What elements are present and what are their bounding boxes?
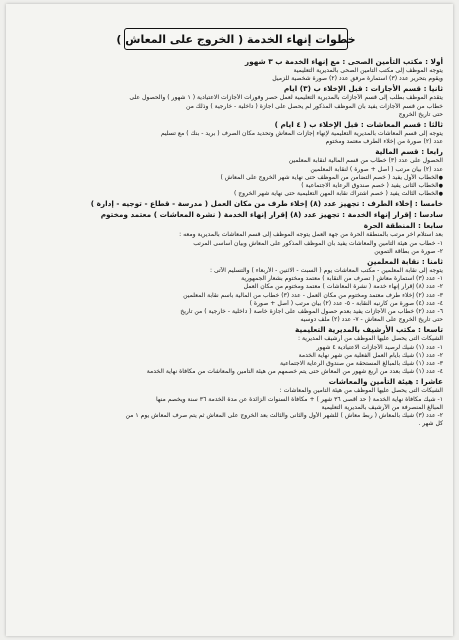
body-line: بعد استلام آخر مرتب بالمنطقة الحرة من جهة العمل يتوجه الموظف إلى قسم المعاشات بالمديرية ومعه : bbox=[179, 231, 443, 239]
body-line: ٢- صورة من بطاقة التموين bbox=[374, 247, 443, 255]
body-line: ٢- عدد (٨) إقرار إنهاء خدمة ( نشرة المعاشات ) معتمد ومختوم من مكان العمل bbox=[243, 283, 443, 291]
title-box bbox=[116, 28, 356, 50]
document-page bbox=[6, 4, 453, 636]
body-line: عدد (٢) بيان مرتب ( أصل + صورة ) لنقابة المعلمين bbox=[310, 165, 443, 173]
document-title: خطوات إنهاء الخدمة ( الخروج على المعاش ) bbox=[116, 32, 356, 46]
body-line: يتقدم الموظف بطلب إلى قسم الأجازات بالمديرية التعليمية لعمل حصر وفورات الأجازات الاعتيادية ( ١ شهور ) والحصول على bbox=[129, 94, 443, 102]
section-heading: أولا : مكتب التأمين الصحى : مع إنهاء الخدمة ب ٣ شهور bbox=[244, 57, 443, 66]
section-heading: خامسا : إخلاء الطرف : تجهيز عدد (٨) إخلاء طرف من مكان العمل ( مدرسة - قطاع - توجيه - إدارة ) bbox=[90, 199, 443, 209]
body-line: ٣- عدد (١) شيك بالمبالغ المستحقة من صندوق الرعاية الاجتماعية bbox=[280, 360, 443, 368]
section-heading: سادسا : إقرار إنهاء الخدمة : تجهيز عدد (٨) إقرار إنهاء الخدمة ( نشرة المعاشات ) معتمد ومختوم bbox=[100, 210, 443, 220]
body-line: ٣- عدد (٢) إخلاء طرف معتمد ومختوم من مكان العمل - عدد (٣) خطاب من المالية باسم نقابة المعلمين bbox=[183, 291, 443, 299]
body-line: الشيكات التى يحصل عليها الموظف من أرشيف المديرية : bbox=[298, 335, 443, 343]
section-heading: ثانيا : قسم الأجازات : قبل الإخلاء ب (٣) ايام bbox=[283, 84, 443, 94]
body-line: ● الخطاب الثالث يفيد ( خصم اشتراك نقابة المهن التعليمية حتى نهاية شهر الخروج ) bbox=[16, 190, 443, 198]
body-line: حتى تاريخ الخروج bbox=[398, 110, 443, 118]
section-heading: ثامنا : نقابة المعلمين bbox=[367, 257, 443, 267]
document-body bbox=[16, 56, 443, 634]
body-line: الحصول على عدد (٣) خطاب من قسم المالية لنقابة المعلمين bbox=[288, 157, 443, 165]
body-line: ١- عدد (٣) استمارة معاش ( تصرف من النقابة ) معتمد ومختوم بشعار الجمهورية bbox=[241, 275, 443, 283]
body-line: ٢- عدد (٣) شيك بالمعاش ( ربط معاش ) للشهر الأول والثانى والثالث بعد الخروج على المعاش ثم يتم صرف المعاش يوم ١ من bbox=[125, 412, 443, 420]
section-heading: عاشرا : هيئة التأمين والمعاشات bbox=[328, 377, 443, 387]
body-line: المبالغ المنصرفة من الأرشيف بالمديرية التعليمية bbox=[321, 403, 443, 411]
body-line: خطاب من قسم الأجازات يفيد بأن الموظف المذكور لم يحصل على اجازة ( داخلية - خارجية ) وذلك من bbox=[185, 102, 443, 110]
section-heading: سابعا : المنطقة الحرة bbox=[363, 221, 443, 231]
body-line: ١- عدد (١) شيك لرصيد الأجازات الاعتيادية ٤ شهور bbox=[316, 343, 443, 351]
body-line: ٦- عدد (٢) خطاب من الأجازات يفيد بعدم حصول الموظف على اجازة خاصة ( داخلية - خارجية ) من تاريخ bbox=[180, 308, 443, 316]
section-heading: ثالثا : قسم المعاشات : قبل الإخلاء ب ( ٤ ايام ) bbox=[274, 120, 443, 130]
body-line: ١- شيك مكافأة نهاية الخدمة ( حد أقصى ٣٦ شهر ) + مكافأة السنوات الزائدة عن مدة الخدمة ٣٦ سنة ويخصم منها bbox=[156, 395, 443, 403]
body-line: ٤- عدد (٤) صورة من كارنيه النقابة - ٥- عدد (٢) بيان مرتب ( أصل + صورة ) bbox=[249, 299, 443, 307]
body-line: يتوجه الموظف إلى مكتب التأمين الصحى بالمديرية التعليمية bbox=[293, 67, 443, 74]
body-line: ٤- عدد (١) شيك بعدد من أربع شهور من المعاش حتى يتم خصمهم من هيئة التأمين والمعاشات من مكافأة نهاية الخدمة bbox=[146, 368, 443, 376]
body-line: كل شهر . bbox=[418, 420, 443, 428]
body-line: ويقوم بتحرير عدد (٣) استمارة مرفق عدد (٢) صورة شخصية للزميل bbox=[272, 75, 443, 83]
body-line: يتوجه إلى قسم المعاشات بالمديرية التعليمية لإنهاء إجازات المعاش وتحديد مكان الصرف ( بريد - بنك ) مع تسليم bbox=[160, 130, 443, 138]
section-heading: تاسعا : مكتب الأرشيف بالمديرية التعليمية bbox=[295, 325, 443, 335]
body-line: ٢- عدد (١) شيك بأيام العمل الفعلية من شهر نهاية الخدمة bbox=[298, 351, 443, 359]
body-line: يتوجه إلى نقابة المعلمين - مكتب المعاشات يوم ( السبت - الاثنين - الأربعاء ) والتسليم الآتى : bbox=[209, 267, 443, 275]
section-heading: رابعا : قسم المالية bbox=[375, 147, 443, 157]
body-line: حتى تاريخ الخروج على المعاش - ٧- عدد (٢) ملف دوسيه bbox=[300, 316, 443, 324]
body-line: ١- خطاب من هيئة التأمين والمعاشات يفيد بأن الموظف المذكور على المعاش وبيان أساسى المرتب bbox=[193, 239, 443, 247]
body-line: عدد (٢) صورة من إخلاء الطرف معتمد ومختوم bbox=[325, 138, 443, 146]
body-line: الشيكات التى يحصل عليها الموظف من هيئة التأمين والمعاشات : bbox=[279, 387, 443, 395]
body-line: ● الخطاب الثانى يفيد ( خصم صندوق الرعاية الاجتماعية ) bbox=[16, 182, 443, 190]
body-line: ● الخطاب الأول يفيد ( خصم التضامن من الموظف حتى نهاية شهر الخروج على المعاش ) bbox=[16, 174, 443, 182]
